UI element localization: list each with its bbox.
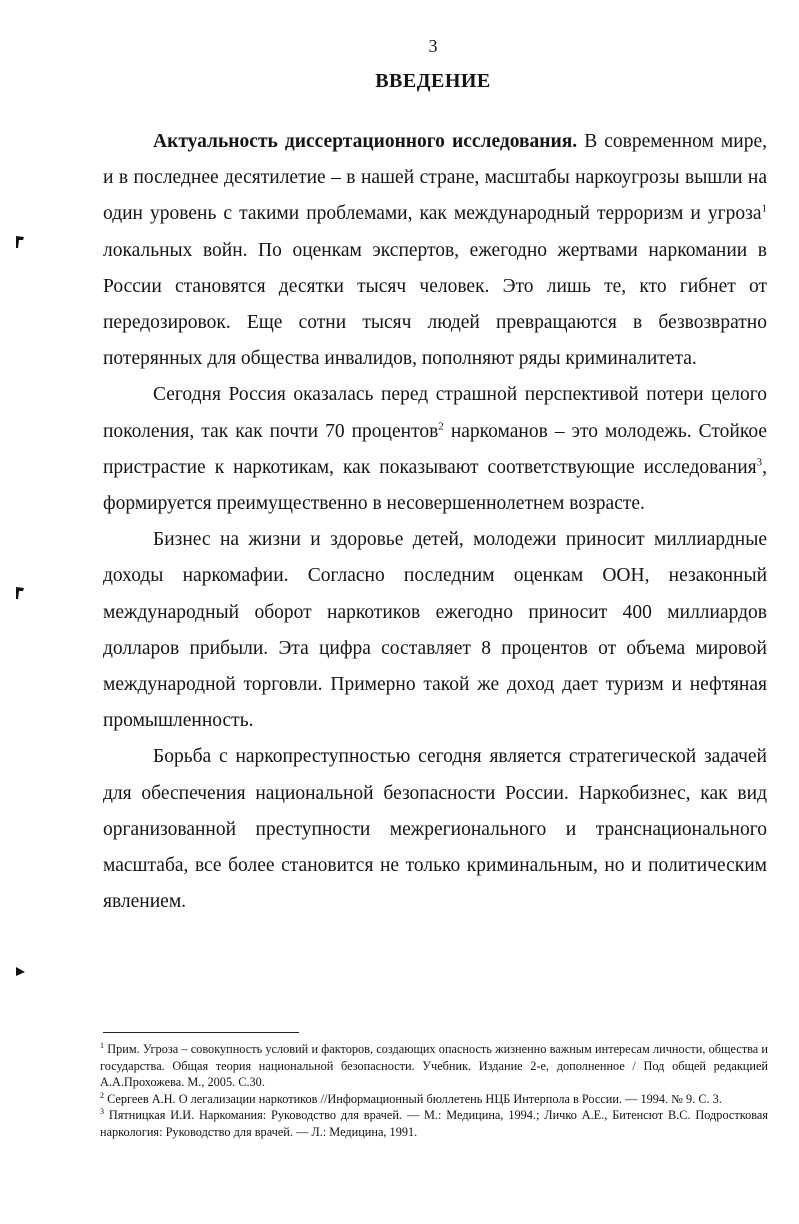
- paragraph-text: , формируется преимущественно в несовершеннолетнем возрасте.: [103, 456, 767, 515]
- scan-mark: [14, 586, 26, 600]
- page-number: 3: [428, 36, 438, 56]
- footnote-number: 2: [100, 1090, 104, 1100]
- paragraph: Бизнес на жизни и здоровье детей, молодежи приносит миллиардные доходы наркомафии. Согласно последним оценкам ООН, незаконный международный оборот наркотиков ежегодно приносит 400 миллиардов долларов прибыли. Эта цифра составляет 8 процентов от объема мировой международной торговли. Примерно такой же доход дает туризм и нефтяная промышленность.: [103, 529, 767, 732]
- footnote-ref: 2: [438, 420, 444, 433]
- paragraph: [103, 377, 767, 522]
- scan-mark: [14, 235, 26, 249]
- footnote-text: Пятницкая И.И. Наркомания: Руководство для врачей. — М.: Медицина, 1994.; Личко А.Е., Битенсют В.С. Подростковая наркология: Руководство для врачей. — Л.: Медицина, 1991.: [100, 1108, 768, 1139]
- paragraph-lead: Актуальность диссертационного исследования.: [153, 131, 578, 152]
- footnote-text: Сергеев А.Н. О легализации наркотиков //Информационный бюллетень НЦБ Интерпола в России. — 1994. № 9. С. 3.: [104, 1091, 722, 1106]
- footnote-ref: 3: [756, 456, 763, 469]
- page-heading: ВВЕДЕНИЕ: [375, 70, 491, 92]
- footnote: [100, 1041, 768, 1091]
- footnote-text: Прим. Угроза – совокупность условий и факторов, создающих опасность жизненно важным интересам личности, общества и государства. Общая теория национальной безопасности. Учебник. Издание 2-е, дополненное / Под общей редакцией А.А.Прохожева. М., 2005. С.30.: [100, 1042, 768, 1090]
- paragraph-text: В современном мире, и в последнее десятилетие – в нашей стране, масштабы наркоугрозы вышли на один уровень с такими проблемами, как международный терроризм и угроза: [103, 131, 767, 225]
- footnote-number: 1: [100, 1040, 104, 1050]
- footnote: [100, 1107, 768, 1140]
- footnote: [100, 1091, 768, 1108]
- paragraph: [103, 124, 767, 377]
- main-text: [103, 124, 767, 920]
- footnote-ref: 1: [761, 202, 767, 215]
- paragraph-text: локальных войн. По оценкам экспертов, ежегодно жертвами наркомании в России становятся десятки тысяч человек. Это лишь те, кто гибнет от передозировок. Еще сотни тысяч людей превращаются в безвозвратно потерянных для общества инвалидов, пополняют ряды криминалитета.: [103, 239, 767, 370]
- scan-mark: [14, 964, 26, 978]
- paragraph: Борьба с наркопреступностью сегодня является стратегической задачей для обеспечения национальной безопасности России. Наркобизнес, как вид организованной преступности межрегионального и транснационального масштаба, все более становится не только криминальным, но и политическим явлением.: [103, 746, 767, 913]
- paragraph-text: наркоманов – это молодежь. Стойкое пристрастие к наркотикам, как показывают соответствующие исследования: [103, 420, 767, 478]
- footnotes: [100, 1041, 768, 1141]
- paragraph-text: Сегодня Россия оказалась перед страшной перспективой потери целого поколения, так как почти 70 процентов: [103, 384, 767, 442]
- footnote-divider: [103, 1032, 299, 1033]
- footnote-number: 3: [100, 1107, 104, 1117]
